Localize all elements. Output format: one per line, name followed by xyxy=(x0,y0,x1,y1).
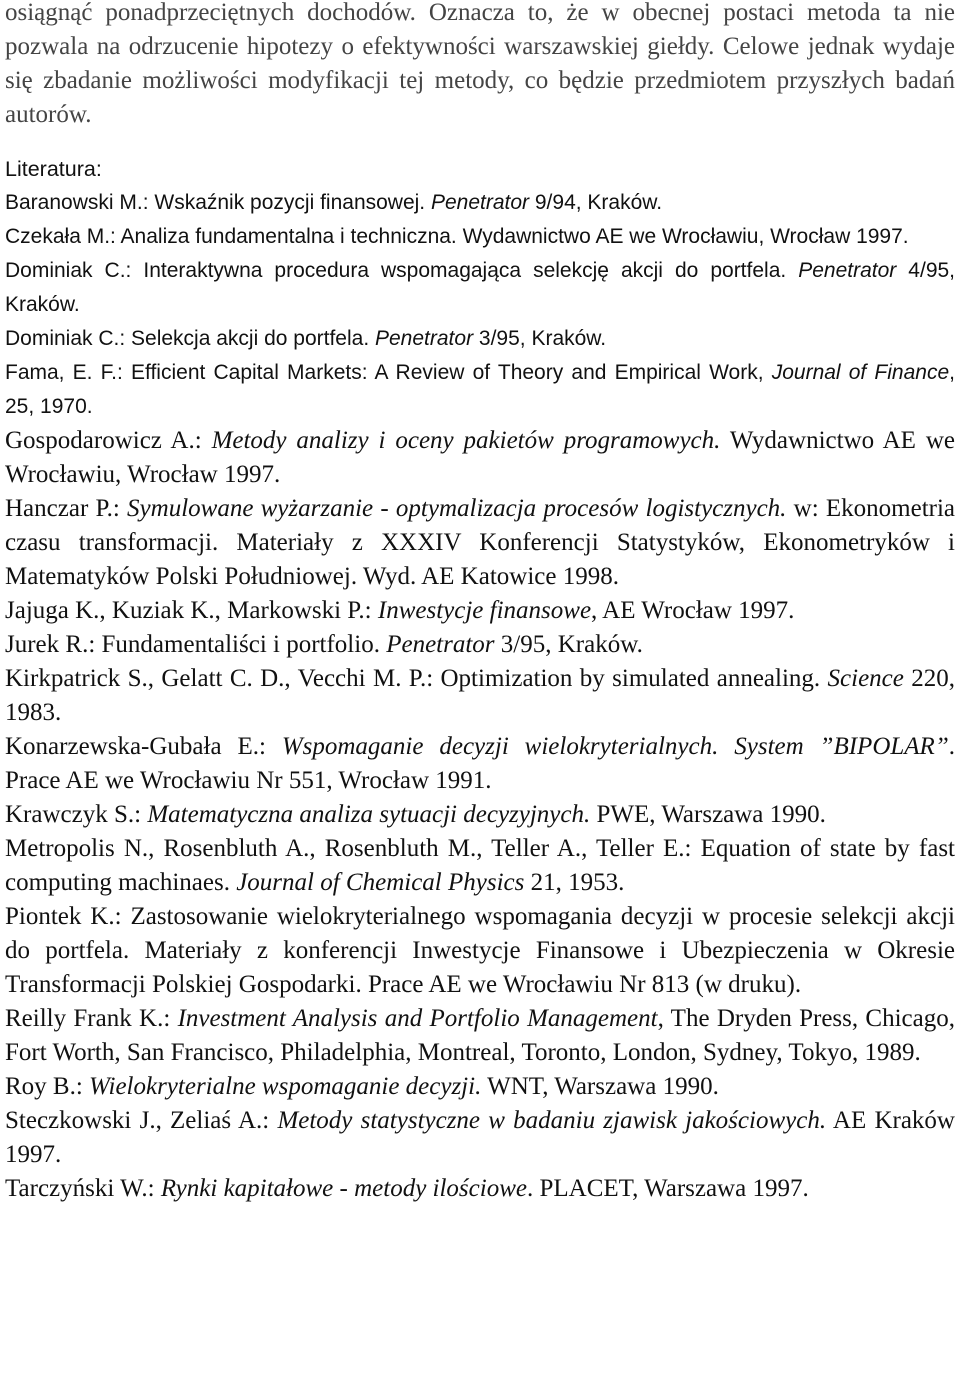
reference-text: Metropolis N., Rosenbluth A., Rosenbluth M., Teller A., Teller E.: Equation of state by fast computing machinaes. xyxy=(5,835,955,896)
reference-text: 3/95, Kraków. xyxy=(473,327,607,350)
reference-text: Jajuga K., Kuziak K., Markowski P.: xyxy=(5,597,378,624)
reference-entry xyxy=(5,662,955,730)
reference-text: Jurek R.: Fundamentaliści i portfolio. xyxy=(5,631,387,658)
reference-italic-text: Penetrator xyxy=(375,327,474,350)
reference-entry xyxy=(5,1104,955,1172)
reference-entry xyxy=(5,628,955,662)
reference-entry xyxy=(5,254,955,322)
reference-italic-text: Symulowane wyżarzanie - optymalizacja procesów logistycznych. xyxy=(127,495,787,522)
reference-italic-text: Inwestycje finansowe xyxy=(377,597,592,624)
reference-text: Reilly Frank K.: xyxy=(5,1005,178,1032)
reference-text: Piontek K.: Zastosowanie wielokryterialnego wspomagania decyzji w procesie selekcji akcji do portfela. Materiały z konferencji Inwestycje Finansowe i Ubezpieczenia w Okresie Transformacji Polskiej Gospodarki. Prace AE we Wrocławiu Nr 813 (w druku). xyxy=(5,903,955,998)
reference-text: Czekała M.: Analiza fundamentalna i techniczna. Wydawnictwo AE we Wrocławiu, Wrocław 1997. xyxy=(5,225,909,248)
reference-text: Kirkpatrick S., Gelatt C. D., Vecchi M. P.: Optimization by simulated annealing. xyxy=(5,665,828,692)
reference-entry xyxy=(5,1172,955,1206)
reference-text: PWE, Warszawa 1990. xyxy=(590,801,826,828)
reference-italic-text: Journal of Finance xyxy=(771,361,950,384)
intro-section xyxy=(5,0,955,132)
reference-text: Dominiak C.: Interaktywna procedura wspomagająca selekcję akcji do portfela. xyxy=(5,259,799,282)
reference-text: Krawczyk S.: xyxy=(5,801,148,828)
reference-entry xyxy=(5,356,955,424)
reference-entry xyxy=(5,186,955,220)
reference-italic-text: Penetrator xyxy=(430,191,530,214)
reference-italic-text: Rynki kapitałowe - metody ilościowe xyxy=(160,1175,527,1202)
reference-entry xyxy=(5,730,955,798)
reference-entry xyxy=(5,492,955,594)
reference-text: , The Dryden Press, Chicago, Fort Worth, San Francisco, Philadelphia, Montreal, Toronto, London, Sydney, Tokyo, 1989. xyxy=(5,1005,955,1066)
reference-italic-text: Wspomaganie decyzji wielokryterialnych. System ”BIPOLAR” xyxy=(281,733,949,760)
reference-text: Hanczar P.: xyxy=(5,495,128,522)
reference-italic-text: Wielokryterialne wspomaganie decyzji. xyxy=(89,1073,482,1100)
reference-text: , 25, 1970. xyxy=(5,361,955,418)
reference-text: Dominiak C.: Selekcja akcji do portfela. xyxy=(5,327,375,350)
reference-text: . Prace AE we Wrocławiu Nr 551, Wrocław 1991. xyxy=(5,733,955,794)
reference-italic-text: Penetrator xyxy=(798,259,897,282)
reference-list xyxy=(5,186,955,1206)
reference-italic-text: Metody statystyczne w badaniu zjawisk jakościowych. xyxy=(277,1107,827,1134)
reference-entry xyxy=(5,594,955,628)
reference-entry xyxy=(5,832,955,900)
reference-text: , AE Wrocław 1997. xyxy=(591,597,795,624)
reference-entry xyxy=(5,798,955,832)
intro-paragraph: osiągnąć ponadprzeciętnych dochodów. Oznacza to, że w obecnej postaci metoda ta nie pozwala na odrzucenie hipotezy o efektywności warszawskiej giełdy. Celowe jednak wydaje się zbadanie możliwości modyfikacji tej metody, co będzie przedmiotem przyszłych badań autorów. xyxy=(5,0,955,128)
reference-text: Fama, E. F.: Efficient Capital Markets: A Review of Theory and Empirical Work, xyxy=(5,361,772,384)
reference-text: Roy B.: xyxy=(5,1073,90,1100)
reference-text: Tarczyński W.: xyxy=(5,1175,161,1202)
reference-entry xyxy=(5,1002,955,1070)
reference-entry xyxy=(5,424,955,492)
reference-italic-text: Penetrator xyxy=(386,631,495,658)
reference-entry xyxy=(5,900,955,1002)
reference-italic-text: Metody analizy i oceny pakietów programowych. xyxy=(211,427,721,454)
reference-italic-text: Investment Analysis and Portfolio Management xyxy=(177,1005,658,1032)
reference-text: Wydawnictwo AE we Wrocławiu, Wrocław 1997. xyxy=(5,427,955,488)
reference-text: 3/95, Kraków. xyxy=(494,631,643,658)
document-page xyxy=(5,0,955,1206)
reference-text: 4/95, Kraków. xyxy=(5,259,956,316)
reference-text: Konarzewska-Gubała E.: xyxy=(5,733,282,760)
reference-text: w: Ekonometria czasu transformacji. Materiały z XXXIV Konferencji Statystyków, Ekonometryków i Matematyków Polski Południowej. Wyd. AE Katowice 1998. xyxy=(5,495,956,590)
reference-text: . PLACET, Warszawa 1997. xyxy=(526,1175,809,1202)
reference-text: 9/94, Kraków. xyxy=(529,191,663,214)
reference-text: Baranowski M.: Wskaźnik pozycji finansowej. xyxy=(5,191,431,214)
reference-entry xyxy=(5,220,955,254)
reference-text: 21, 1953. xyxy=(524,869,625,896)
reference-text: 220, 1983. xyxy=(5,665,955,726)
reference-entry xyxy=(5,322,955,356)
reference-text: Gospodarowicz A.: xyxy=(5,427,212,454)
reference-italic-text: Journal of Chemical Physics xyxy=(236,869,525,896)
reference-italic-text: Science xyxy=(827,665,904,692)
reference-entry xyxy=(5,1070,955,1104)
reference-italic-text: Matematyczna analiza sytuacji decyzyjnych. xyxy=(147,801,591,828)
literature-heading: Literatura: xyxy=(5,157,102,181)
reference-text: WNT, Warszawa 1990. xyxy=(481,1073,719,1100)
reference-text: AE Kraków 1997. xyxy=(5,1107,955,1168)
reference-text: Steczkowski J., Zeliaś A.: xyxy=(5,1107,278,1134)
